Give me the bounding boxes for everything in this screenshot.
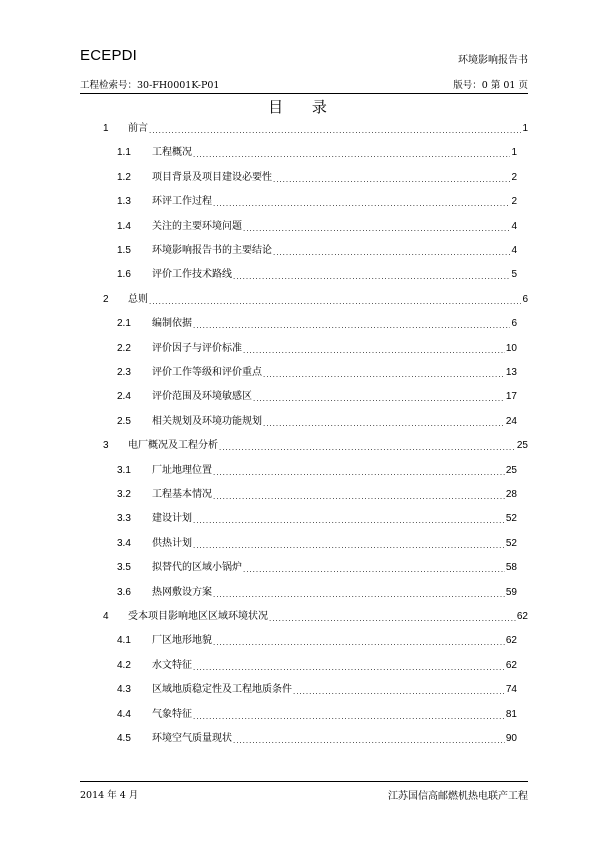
toc-number: 3	[103, 440, 109, 452]
toc-leader	[193, 708, 505, 722]
toc-number: 2.2	[117, 342, 131, 354]
toc-leader	[273, 171, 510, 185]
toc-number: 3.1	[117, 464, 131, 476]
toc-leader	[213, 634, 505, 648]
toc-number: 2.5	[117, 415, 131, 427]
toc-page-number: 74	[505, 684, 517, 696]
toc-chapter[interactable]	[103, 122, 528, 136]
toc-number: 2.4	[117, 391, 131, 403]
toc-text: 水文特征	[152, 659, 192, 671]
toc-number: 3.2	[117, 489, 131, 500]
toc-text: 总则	[128, 293, 148, 305]
toc-text: 工程基本情况	[152, 489, 212, 500]
toc-number: 1.3	[117, 196, 131, 208]
toc-page-number: 10	[505, 342, 517, 354]
header-version: 版号：0 第 01 页	[453, 80, 528, 91]
toc-section[interactable]	[117, 586, 517, 600]
toc-section[interactable]	[117, 683, 517, 697]
footer-date: 2014 年 4 月	[80, 790, 139, 801]
toc-number: 2.3	[117, 367, 131, 378]
toc-number: 3.6	[117, 586, 131, 598]
toc-leader	[213, 586, 505, 600]
toc-page-number: 62	[516, 611, 528, 622]
toc-page-number: 59	[505, 586, 517, 598]
toc-section[interactable]	[117, 390, 517, 404]
toc-text: 前言	[128, 123, 148, 134]
toc-number: 3.4	[117, 537, 131, 549]
toc-text: 厂区地形地貌	[152, 635, 212, 647]
toc-leader	[263, 366, 505, 380]
toc-chapter[interactable]	[103, 293, 528, 307]
footer-project: 江苏国信高邮燃机热电联产工程	[388, 791, 528, 802]
toc-page-number: 62	[505, 659, 517, 671]
toc-page-number: 2	[511, 171, 517, 183]
toc-chapter[interactable]	[103, 610, 528, 624]
toc-leader	[213, 488, 505, 502]
toc-page-number: 58	[505, 562, 517, 574]
toc-text: 受本项目影响地区区域环境状况	[128, 611, 268, 622]
toc-leader	[193, 317, 510, 331]
toc-leader	[293, 683, 505, 697]
toc-leader	[253, 390, 505, 404]
toc-leader	[193, 512, 505, 526]
toc-section[interactable]	[117, 488, 517, 502]
toc-section[interactable]	[117, 317, 517, 331]
toc-page-number: 24	[505, 415, 517, 427]
toc-section[interactable]	[117, 464, 517, 478]
toc-section[interactable]	[117, 244, 517, 258]
toc-text: 厂址地理位置	[152, 464, 212, 476]
toc-text: 环境空气质量现状	[152, 733, 232, 744]
toc-text: 评价工作技术路线	[152, 269, 232, 281]
toc-page-number: 13	[505, 367, 517, 378]
toc-number: 1	[103, 123, 109, 134]
toc-leader	[149, 122, 521, 136]
toc-leader	[233, 268, 510, 282]
toc-section[interactable]	[117, 146, 517, 160]
toc-text: 热网敷设方案	[152, 586, 212, 598]
toc-number: 1.6	[117, 269, 131, 281]
toc-section[interactable]	[117, 366, 517, 380]
toc-leader	[233, 732, 505, 746]
toc-section[interactable]	[117, 512, 517, 526]
footer-divider	[80, 781, 528, 782]
toc-leader	[149, 293, 521, 307]
toc-number: 2	[103, 293, 109, 305]
toc-leader	[193, 537, 505, 551]
header-doc-type: 环境影响报告书	[458, 55, 528, 66]
toc-section[interactable]	[117, 537, 517, 551]
toc-leader	[213, 464, 505, 478]
toc-page-number: 90	[505, 733, 517, 744]
toc-number: 3.3	[117, 513, 131, 525]
toc-section[interactable]	[117, 415, 517, 429]
header-index-number: 工程检索号：30-FH0001K-P01	[80, 80, 220, 91]
toc-number: 1.5	[117, 245, 131, 256]
toc-page-number: 5	[511, 269, 517, 281]
toc-text: 环境影响报告书的主要结论	[152, 245, 272, 256]
toc-leader	[273, 244, 510, 258]
toc-page-number: 25	[516, 440, 528, 452]
toc-page-number: 52	[505, 513, 517, 525]
toc-page-number: 81	[505, 708, 517, 720]
toc-section[interactable]	[117, 268, 517, 282]
header-divider	[80, 93, 528, 94]
toc-number: 1.4	[117, 220, 131, 232]
toc-chapter[interactable]	[103, 439, 528, 453]
toc-page-number: 4	[511, 220, 517, 232]
toc-page-number: 1	[522, 123, 528, 134]
toc-number: 4.5	[117, 733, 131, 744]
toc-number: 4.3	[117, 684, 131, 696]
toc-text: 评价范围及环境敏感区	[152, 391, 252, 403]
toc-page-number: 6	[511, 318, 517, 330]
toc-number: 4	[103, 611, 109, 622]
toc-leader	[263, 415, 505, 429]
toc-text: 评价因子与评价标准	[152, 342, 242, 354]
toc-section[interactable]	[117, 561, 517, 575]
toc-page-number: 1	[511, 147, 517, 159]
toc-leader	[243, 220, 510, 234]
toc-text: 评价工作等级和评价重点	[152, 367, 262, 378]
toc-number: 4.4	[117, 708, 131, 720]
toc-section[interactable]	[117, 220, 517, 234]
toc-number: 4.2	[117, 659, 131, 671]
toc-leader	[193, 659, 505, 673]
toc-section[interactable]	[117, 708, 517, 722]
toc-section[interactable]	[117, 732, 517, 746]
toc-text: 电厂概况及工程分析	[128, 440, 218, 452]
toc-leader	[243, 342, 505, 356]
toc-leader	[193, 146, 510, 160]
toc-leader	[269, 610, 516, 624]
toc-number: 4.1	[117, 635, 131, 647]
toc-page-number: 25	[505, 464, 517, 476]
toc-title: 目 录	[268, 98, 339, 116]
toc-page-number: 17	[505, 391, 517, 403]
toc-text: 工程概况	[152, 147, 192, 159]
toc-page-number: 62	[505, 635, 517, 647]
toc-page-number: 4	[511, 245, 517, 256]
toc-text: 气象特征	[152, 708, 192, 720]
toc-section[interactable]	[117, 659, 517, 673]
toc-page-number: 2	[511, 196, 517, 208]
toc-text: 编制依据	[152, 318, 192, 330]
toc-leader	[213, 195, 510, 209]
toc-text: 建设计划	[152, 513, 192, 525]
toc-page-number: 52	[505, 537, 517, 549]
header-brand: ECEPDI	[80, 47, 138, 64]
toc-leader	[243, 561, 505, 575]
toc-number: 3.5	[117, 562, 131, 574]
toc-text: 供热计划	[152, 537, 192, 549]
toc-text: 关注的主要环境问题	[152, 220, 242, 232]
toc-section[interactable]	[117, 634, 517, 648]
toc-section[interactable]	[117, 342, 517, 356]
toc-leader	[219, 439, 516, 453]
toc-text: 项目背景及项目建设必要性	[152, 171, 272, 183]
toc-number: 2.1	[117, 318, 131, 330]
toc-text: 相关规划及环境功能规划	[152, 415, 262, 427]
toc-number: 1.2	[117, 171, 131, 183]
toc-section[interactable]	[117, 195, 517, 209]
toc-text: 拟替代的区域小锅炉	[152, 562, 242, 574]
toc-page-number: 6	[522, 293, 528, 305]
toc-text: 区域地质稳定性及工程地质条件	[152, 684, 292, 696]
toc-number: 1.1	[117, 147, 131, 159]
toc-section[interactable]	[117, 171, 517, 185]
toc-text: 环评工作过程	[152, 196, 212, 208]
toc-page-number: 28	[505, 489, 517, 500]
